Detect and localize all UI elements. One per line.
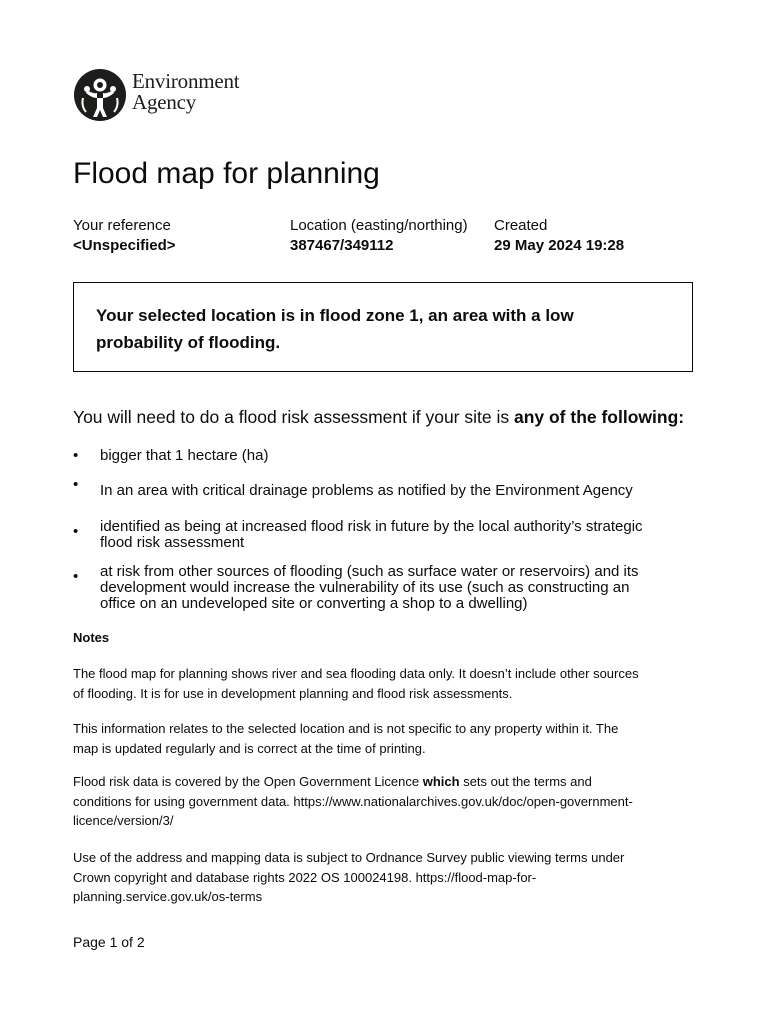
environment-agency-tree-logo-icon	[73, 68, 127, 122]
paragraph-line: map is updated regularly and is correct at the time of printing.	[73, 740, 426, 756]
paragraph-line	[73, 772, 698, 792]
assessment-lead	[73, 406, 684, 428]
notes-paragraph-2	[73, 719, 698, 758]
licence-text-post: sets out the terms and	[459, 774, 592, 789]
list-item-line: bigger that 1 hectare (ha)	[100, 447, 269, 464]
list-item-line: flood risk assessment	[100, 534, 245, 551]
notes-paragraph-4	[73, 848, 698, 907]
flood-zone-box	[73, 282, 693, 372]
paragraph-line: of flooding. It is for use in development planning and flood risk assessments.	[73, 685, 513, 701]
licence-bold: which	[422, 774, 460, 789]
flood-zone-line-1: Your selected location is in flood zone 1, an area with a low	[96, 306, 574, 325]
bullet-glyph: •	[73, 476, 79, 493]
paragraph-line: Crown copyright and database rights 2022 OS 100024198. https://flood-map-for-	[73, 869, 537, 885]
licence-text: Flood risk data is covered by the Open Government Licence	[73, 774, 423, 789]
created-value: 29 May 2024 19:28	[494, 237, 625, 254]
reference-label: Your reference	[73, 217, 171, 234]
list-item-text	[100, 564, 680, 612]
list-item-line: In an area with critical drainage problems as notified by the Environment Agency	[100, 482, 633, 499]
assessment-lead-bold: any of the following:	[513, 407, 685, 427]
paragraph-line: conditions for using government data. https://www.nationalarchives.gov.uk/doc/open-government-	[73, 793, 633, 809]
paragraph-line: licence/version/3/	[73, 813, 174, 828]
list-item-line: development would increase the vulnerability of its use (such as constructing an	[100, 579, 630, 596]
paragraph-line: planning.service.gov.uk/os-terms	[73, 889, 263, 904]
reference-value: <Unspecified>	[73, 237, 176, 254]
page-title: Flood map for planning	[73, 157, 380, 190]
logo-wordmark	[132, 71, 239, 113]
bullet-glyph: •	[73, 447, 79, 464]
page-number: Page 1 of 2	[73, 934, 145, 950]
bullet-glyph: •	[73, 523, 79, 540]
notes-paragraph-1	[73, 664, 698, 703]
list-item-text	[100, 519, 680, 551]
assessment-lead-text: You will need to do a flood risk assessment if your site is	[73, 407, 514, 427]
list-item-line: at risk from other sources of flooding (such as surface water or reservoirs) and its	[100, 563, 639, 580]
environment-agency-logo	[73, 68, 273, 122]
logo-line-agency: Agency	[132, 90, 197, 114]
paragraph-line: This information relates to the selected location and is not specific to any property within it. The	[73, 721, 619, 736]
paragraph-line: Use of the address and mapping data is subject to Ordnance Survey public viewing terms under	[73, 850, 625, 865]
paragraph-line: The flood map for planning shows river and sea flooding data only. It doesn’t include other sources	[73, 666, 639, 681]
logo-line-environment: Environment	[132, 69, 240, 93]
list-item-line: identified as being at increased flood risk in future by the local authority’s strategic	[100, 518, 643, 535]
created-block	[494, 216, 624, 256]
list-item-text	[100, 448, 680, 464]
reference-block	[73, 216, 176, 256]
flood-zone-line-2: probability of flooding.	[96, 333, 281, 352]
notes-heading: Notes	[73, 630, 110, 645]
list-item-text	[100, 483, 680, 499]
location-block	[290, 216, 468, 256]
location-value: 387467/349112	[290, 237, 394, 254]
created-label: Created	[494, 217, 548, 234]
location-label: Location (easting/northing)	[290, 217, 468, 234]
notes-paragraph-3	[73, 772, 698, 831]
bullet-glyph: •	[73, 568, 79, 585]
list-item-line: office on an undeveloped site or converting a shop to a dwelling)	[100, 595, 528, 612]
